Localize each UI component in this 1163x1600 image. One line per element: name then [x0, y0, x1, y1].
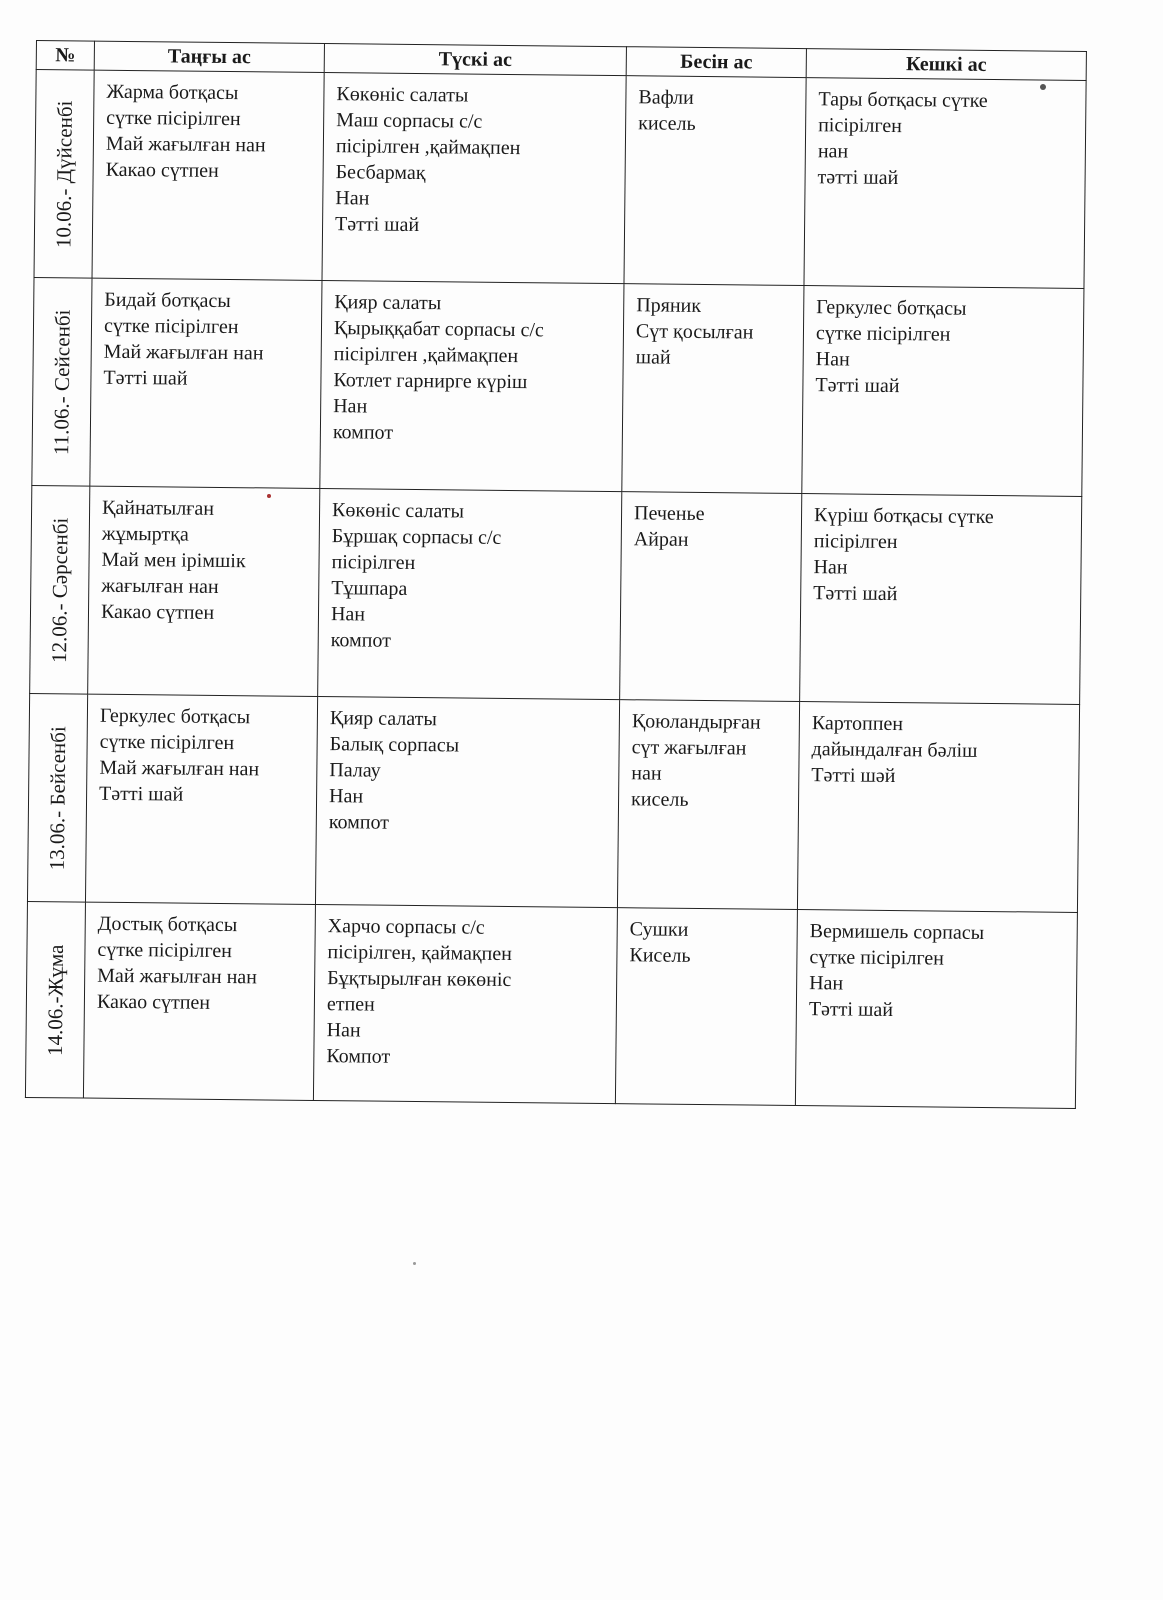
scan-speck [1040, 84, 1046, 90]
breakfast-cell [90, 278, 322, 488]
lunch-item: Қияр салаты [334, 291, 442, 315]
lunch-item: Қырыққабат сорпасы с/с [333, 317, 544, 342]
snack-item: Кисель [629, 944, 691, 967]
dinner-item: Нан [813, 556, 848, 579]
day-label: 10.06.- Дүйсенбі [50, 99, 77, 248]
weekly-menu-table [25, 40, 1087, 1109]
lunch-item: Компот [326, 1045, 391, 1068]
lunch-item: компот [332, 421, 394, 444]
dinner-item: сүтке пісірілген [809, 946, 945, 970]
snack-item: Қоюландырған [631, 710, 761, 734]
breakfast-item: Достық ботқасы [97, 912, 238, 937]
dinner-item: Тәтті шай [815, 374, 900, 398]
day-label: 11.06.- Сейсенбі [48, 308, 75, 455]
dinner-cell [797, 702, 1079, 913]
lunch-item: Тәтті шай [334, 213, 420, 237]
lunch-cell [313, 904, 617, 1103]
dinner-cell [795, 910, 1077, 1109]
breakfast-cell [92, 70, 324, 280]
snack-item: кисель [630, 788, 689, 811]
lunch-item: Нан [335, 187, 370, 210]
breakfast-item: Май мен ірімшік [101, 548, 246, 573]
lunch-item: Маш сорпасы с/с [336, 109, 483, 133]
dinner-item: пісірілген [813, 530, 898, 554]
lunch-cell [315, 696, 619, 907]
breakfast-item: Қайнатылған [101, 496, 215, 520]
dinner-item: Нан [809, 972, 844, 995]
scan-speck [413, 1262, 416, 1265]
lunch-item: Котлет гарнирге күріш [333, 369, 528, 394]
snack-cell [622, 284, 804, 494]
breakfast-item: Какао сүтпен [96, 990, 211, 1014]
snack-cell [624, 76, 806, 286]
header-snack: Бесін ас [626, 47, 806, 78]
dinner-item: Тәтті шай [808, 998, 894, 1022]
breakfast-cell [88, 486, 320, 696]
lunch-item: Қияр салаты [329, 707, 437, 731]
snack-item: Айран [633, 528, 689, 551]
day-row [27, 693, 1079, 912]
breakfast-item: жұмыртқа [101, 522, 189, 546]
snack-cell [620, 492, 802, 702]
breakfast-item: Жарма ботқасы [106, 80, 239, 105]
scan-speck [267, 494, 271, 498]
day-cell [30, 485, 90, 694]
dinner-item: тәтті шай [817, 166, 899, 190]
breakfast-item: сүтке пісірілген [99, 730, 235, 755]
breakfast-item: Тәтті шай [98, 782, 184, 806]
breakfast-cell [83, 902, 315, 1100]
snack-item: нан [631, 762, 662, 785]
day-cell [32, 277, 92, 486]
day-cell [34, 70, 94, 279]
dinner-item: Нан [815, 348, 850, 371]
lunch-item: Көкөніс салаты [336, 83, 469, 107]
lunch-item: компот [330, 629, 391, 652]
snack-cell [617, 700, 799, 910]
lunch-item: Балық сорпасы [329, 733, 460, 757]
dinner-cell [802, 286, 1084, 497]
lunch-item: компот [328, 811, 390, 834]
breakfast-item: Май жағылған нан [97, 964, 258, 989]
snack-item: Пряник [636, 294, 702, 317]
header-number: № [36, 41, 94, 71]
day-row [32, 277, 1084, 496]
day-cell [27, 693, 87, 902]
day-row [25, 901, 1077, 1108]
day-label: 13.06.- Бейсенбі [44, 725, 70, 870]
breakfast-item: Геркулес ботқасы [99, 704, 251, 729]
lunch-item: Харчо сорпасы с/с [327, 915, 485, 939]
lunch-item: Нан [330, 603, 366, 626]
snack-item: Вафли [638, 86, 694, 109]
lunch-item: етпен [326, 993, 375, 1016]
lunch-item: Тұшпара [331, 577, 408, 600]
lunch-item: Нан [328, 785, 364, 808]
lunch-item: пісірілген ,қаймақпен [333, 343, 519, 368]
dinner-cell [804, 78, 1086, 289]
lunch-cell [322, 73, 626, 284]
breakfast-item: сүтке пісірілген [106, 106, 241, 131]
header-lunch: Түскі ас [324, 44, 626, 76]
day-label: 12.06.- Сәрсенбі [46, 517, 73, 663]
lunch-item: пісірілген, қаймақпен [327, 941, 513, 966]
day-row [34, 70, 1086, 289]
lunch-cell [318, 488, 622, 699]
breakfast-item: Май жағылған нан [103, 340, 264, 365]
snack-item: Печенье [633, 502, 705, 526]
lunch-item: Бұршақ сорпасы с/с [331, 525, 502, 549]
day-row [30, 485, 1082, 704]
lunch-item: Нан [326, 1019, 361, 1042]
breakfast-item: Бидай ботқасы [104, 288, 231, 313]
dinner-item: дайындалған бәліш [811, 738, 978, 762]
lunch-item: Палау [329, 759, 381, 782]
breakfast-cell [85, 694, 317, 904]
dinner-item: Күріш ботқасы сүтке [813, 504, 994, 529]
dinner-item: Геркулес ботқасы [816, 296, 967, 320]
snack-item: сүт жағылған [631, 736, 747, 760]
dinner-item: Тәтті шай [813, 582, 898, 606]
header-breakfast: Таңғы ас [94, 41, 324, 72]
snack-item: Сүт қосылған [635, 320, 754, 344]
dinner-item: Тәтті шәй [811, 764, 896, 788]
snack-item: шай [635, 346, 671, 369]
breakfast-item: сүтке пісірілген [97, 938, 233, 963]
lunch-item: Бұқтырылған көкөніс [327, 967, 512, 992]
breakfast-item: Май жағылған нан [99, 756, 260, 781]
dinner-cell [800, 494, 1082, 705]
snack-cell [615, 908, 797, 1106]
snack-item: кисель [638, 112, 696, 135]
dinner-item: Картоппен [811, 712, 904, 736]
lunch-item: Бесбармақ [335, 161, 426, 185]
dinner-item: пісірілген [818, 114, 903, 138]
dinner-item: нан [817, 140, 849, 163]
header-dinner: Кешкі ас [806, 49, 1086, 81]
lunch-item: пісірілген ,қаймақпен [335, 135, 521, 160]
lunch-cell [320, 281, 624, 492]
dinner-item: Вермишель сорпасы [809, 920, 985, 944]
breakfast-item: Тәтті шай [103, 366, 188, 390]
day-label: 14.06.-Жұма [42, 943, 68, 1056]
breakfast-item: жағылған нан [101, 574, 219, 598]
breakfast-item: Какао сүтпен [105, 158, 219, 182]
breakfast-item: сүтке пісірілген [103, 314, 239, 339]
day-cell [25, 901, 85, 1098]
snack-item: Сушки [629, 918, 689, 941]
breakfast-item: Май жағылған нан [105, 132, 266, 157]
lunch-item: пісірілген [331, 551, 416, 574]
dinner-item: Тары ботқасы сүтке [818, 88, 988, 112]
dinner-item: сүтке пісірілген [815, 322, 951, 346]
breakfast-item: Какао сүтпен [100, 600, 215, 624]
lunch-item: Нан [333, 395, 368, 418]
lunch-item: Көкөніс салаты [331, 499, 465, 523]
